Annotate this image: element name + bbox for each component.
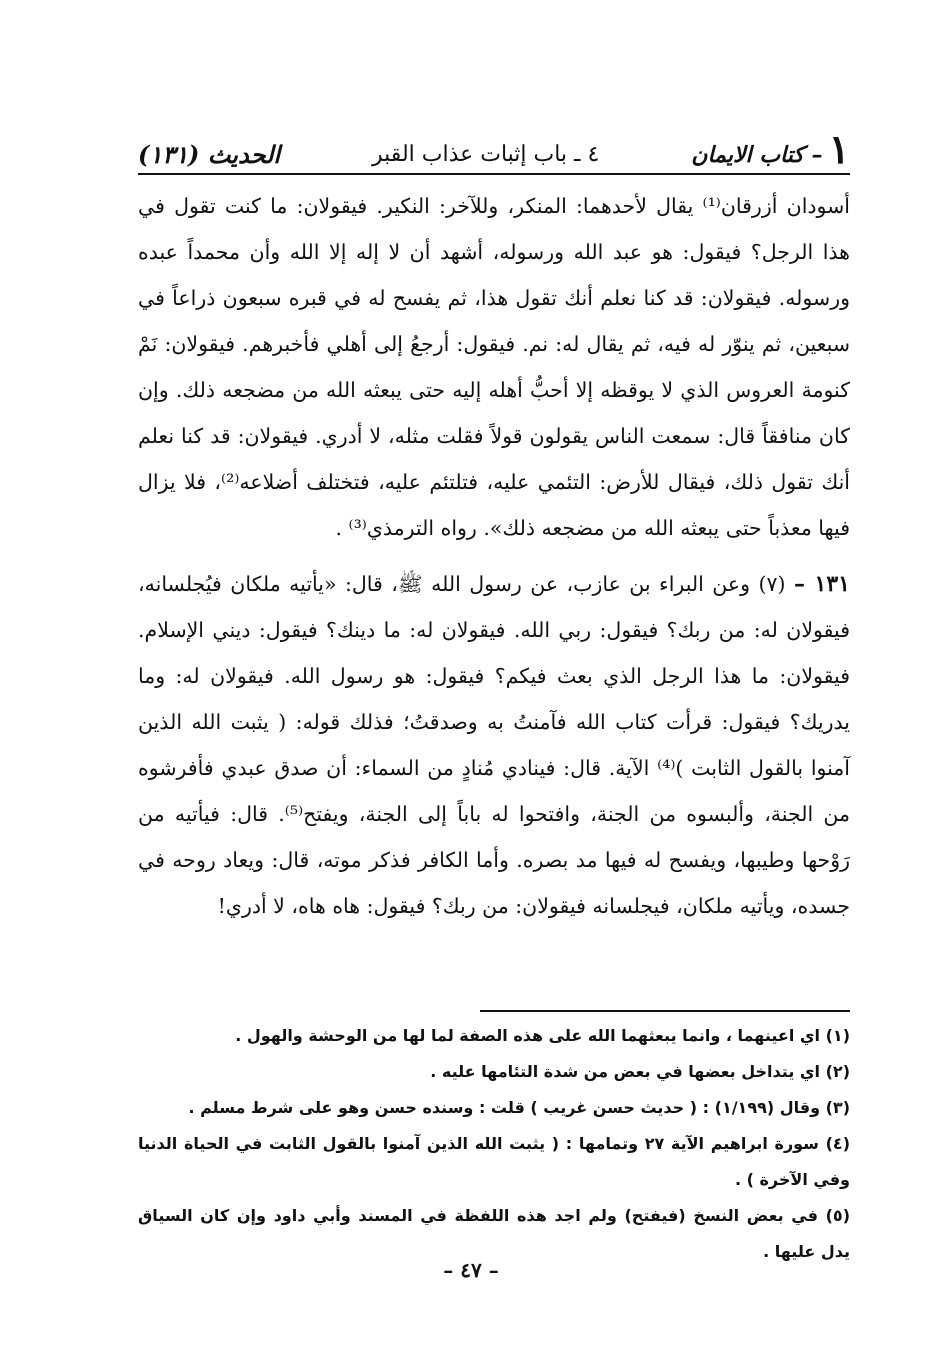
header-book-number: ١ bbox=[828, 126, 850, 173]
footnote-2: (٢) اي يتداخل بعضها في بعض من شدة التئامها عليه . bbox=[430, 1062, 850, 1081]
footnote-4: (٤) سورة ابراهيم الآية ٢٧ وتمامها : ( يثبت الله الذين آمنوا بالقول الثابت في الحياة الدنيا وفي الآخرة ) . bbox=[138, 1134, 850, 1189]
hadith-number: ١٣١ – bbox=[793, 571, 850, 597]
header-chapter-title: ٤ ـ باب إثبات عذاب القبر bbox=[372, 142, 600, 167]
page-number: – ٤٧ – bbox=[443, 1258, 499, 1282]
header-book bbox=[691, 126, 850, 173]
header-hadith-number: الحديث (١٣١) bbox=[138, 140, 281, 169]
running-header bbox=[138, 120, 850, 173]
footnote-3: (٣) وقال (١/١٩٩) : ( حديث حسن غريب ) قلت : وسنده حسن وهو على شرط مسلم . bbox=[188, 1098, 850, 1117]
header-rule bbox=[138, 173, 850, 175]
main-text bbox=[138, 183, 850, 988]
footnote-1: (١) اي اعينهما ، وانما يبعثهما الله على هذه الصفة لما لها من الوحشة والهول . bbox=[235, 1026, 850, 1045]
footnote-rule bbox=[480, 1010, 850, 1012]
paragraph-continuation: أسودان أزرقان⁽¹⁾ يقال لأحدهما: المنكر، وللآخر: النكير. فيقولان: ما كنت تقول في هذا الرجل؟ فيقول: هو عبد الله ورسوله، أشهد أن لا إله إلا الله وأن محمداً عبده ورسوله. فيقولان: قد كنا نعلم أنك تقول هذا، ثم يفسح له في قبره سبعون ذراعاً في سبعين، ثم ينوّر له فيه، ثم يقال له: نم. فيقول: أرجعُ إلى أهلي فأخبرهم. فيقولان: نَمْ كنومة العروس الذي لا يوقظه إلا أحبُّ أهله إليه حتى يبعثه الله من مضجعه ذلك. وإن كان منافقاً قال: سمعت الناس يقولون قولاً فقلت مثله، لا أدري. فيقولان: قد كنا نعلم أنك تقول ذلك، فيقال للأرض: التئمي عليه، فتلتئم عليه، فتختلف أضلاعه⁽²⁾، فلا يزال فيها معذباً حتى يبعثه الله من مضجعه ذلك». رواه الترمذي⁽³⁾ . bbox=[138, 194, 851, 540]
hadith-text: (٧) وعن البراء بن عازب، عن رسول الله ﷺ، قال: «يأتيه ملكان فيُجلسانه، فيقولان له: من ربك؟ فيقول: ربي الله. فيقولان له: ما دينك؟ فيقول: ديني الإسلام. فيقولان: ما هذا الرجل الذي بعث فيكم؟ فيقول: هو رسول الله. فيقولان له: وما يدريك؟ فيقول: قرأت كتاب الله فآمنتُ به وصدقتُ؛ فذلك قوله: ( يثبت الله الذين آمنوا بالقول الثابت )⁽⁴⁾ الآية. قال: فينادي مُنادٍ من السماء: أن صدق عبدي فأفرشوه من الجنة، وألبسوه من الجنة، وافتحوا له باباً إلى الجنة، ويفتح⁽⁵⁾. قال: فيأتيه من رَوْحها وطيبها، ويفسح له فيها مد بصره. وأما الكافر فذكر موته، قال: ويعاد روحه في جسده، ويأتيه ملكان، فيجلسانه فيقولان: من ربك؟ فيقول: هاه هاه، لا أدري! bbox=[138, 572, 850, 918]
footnote-5: (٥) في بعض النسخ (فيفتح) ولم اجد هذه اللفظة في المسند وأبي داود وإن كان السياق يدل عليها . bbox=[138, 1206, 850, 1261]
footnotes bbox=[138, 1018, 850, 1270]
header-book-title: – كتاب الايمان bbox=[691, 142, 823, 168]
paragraph-hadith-131 bbox=[138, 561, 850, 929]
